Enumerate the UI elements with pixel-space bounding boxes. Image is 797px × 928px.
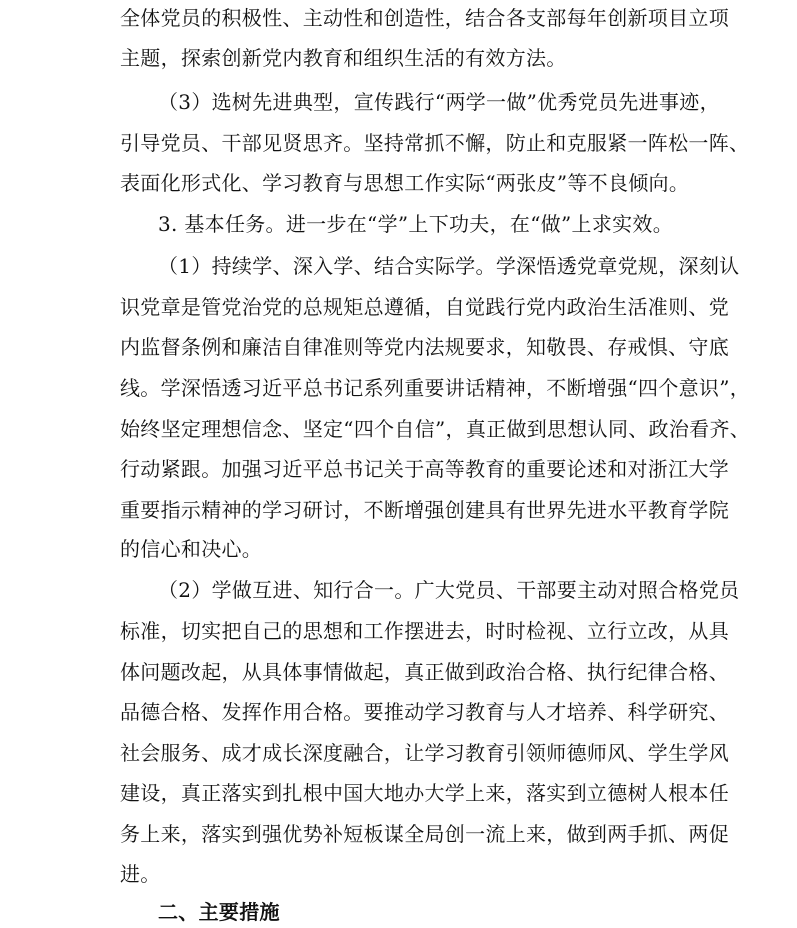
text-line: 引导党员、干部见贤思齐。坚持常抓不懈，防止和克服紧一阵松一阵、 bbox=[120, 131, 750, 155]
text-line: （3）选树先进典型，宣传践行“两学一做”优秀党员先进事迹， bbox=[158, 90, 720, 114]
text-line: 识党章是管党治党的总规矩总遵循，自觉践行党内政治生活准则、党 bbox=[120, 295, 729, 319]
text-line: （1）持续学、深入学、结合实际学。学深悟透党章党规，深刻认 bbox=[158, 254, 740, 278]
text-line: （2）学做互进、知行合一。广大党员、干部要主动对照合格党员 bbox=[158, 578, 740, 602]
text-line: 始终坚定理想信念、坚定“四个自信”，真正做到思想认同、政治看齐、 bbox=[120, 417, 751, 441]
text-line: 品德合格、发挥作用合格。要推动学习教育与人才培养、科学研究、 bbox=[120, 700, 729, 724]
text-line: 标准，切实把自己的思想和工作摆进去，时时检视、立行立改，从具 bbox=[120, 619, 729, 643]
text-line: 务上来，落实到强优势补短板谋全局创一流上来，做到两手抓、两促 bbox=[120, 822, 729, 846]
text-line: 进。 bbox=[120, 862, 161, 886]
text-line: 主题，探索创新党内教育和组织生活的有效方法。 bbox=[120, 46, 567, 70]
text-line: 线。学深悟透习近平总书记系列重要讲话精神，不断增强“四个意识”， bbox=[120, 376, 751, 400]
text-line: 重要指示精神的学习研讨，不断增强创建具有世界先进水平教育学院 bbox=[120, 498, 729, 522]
section-heading-basic-tasks: 3. 基本任务。进一步在“学”上下功夫，在“做”上求实效。 bbox=[158, 212, 674, 236]
text-line: 内监督条例和廉洁自律准则等党内法规要求，知敬畏、存戒惧、守底 bbox=[120, 335, 729, 359]
section-heading-main-measures: 二、主要措施 bbox=[158, 900, 280, 924]
text-line: 表面化形式化、学习教育与思想工作实际“两张皮”等不良倾向。 bbox=[120, 171, 690, 195]
text-line: 建设，真正落实到扎根中国大地办大学上来，落实到立德树人根本任 bbox=[120, 781, 729, 805]
text-line: 的信心和决心。 bbox=[120, 537, 263, 561]
text-line: 体问题改起，从具体事情做起，真正做到政治合格、执行纪律合格、 bbox=[120, 660, 729, 684]
text-line: 行动紧跟。加强习近平总书记关于高等教育的重要论述和对浙江大学 bbox=[120, 457, 729, 481]
text-line: 全体党员的积极性、主动性和创造性，结合各支部每年创新项目立项 bbox=[120, 6, 729, 30]
text-line: 社会服务、成才成长深度融合，让学习教育引领师德师风、学生学风 bbox=[120, 741, 729, 765]
